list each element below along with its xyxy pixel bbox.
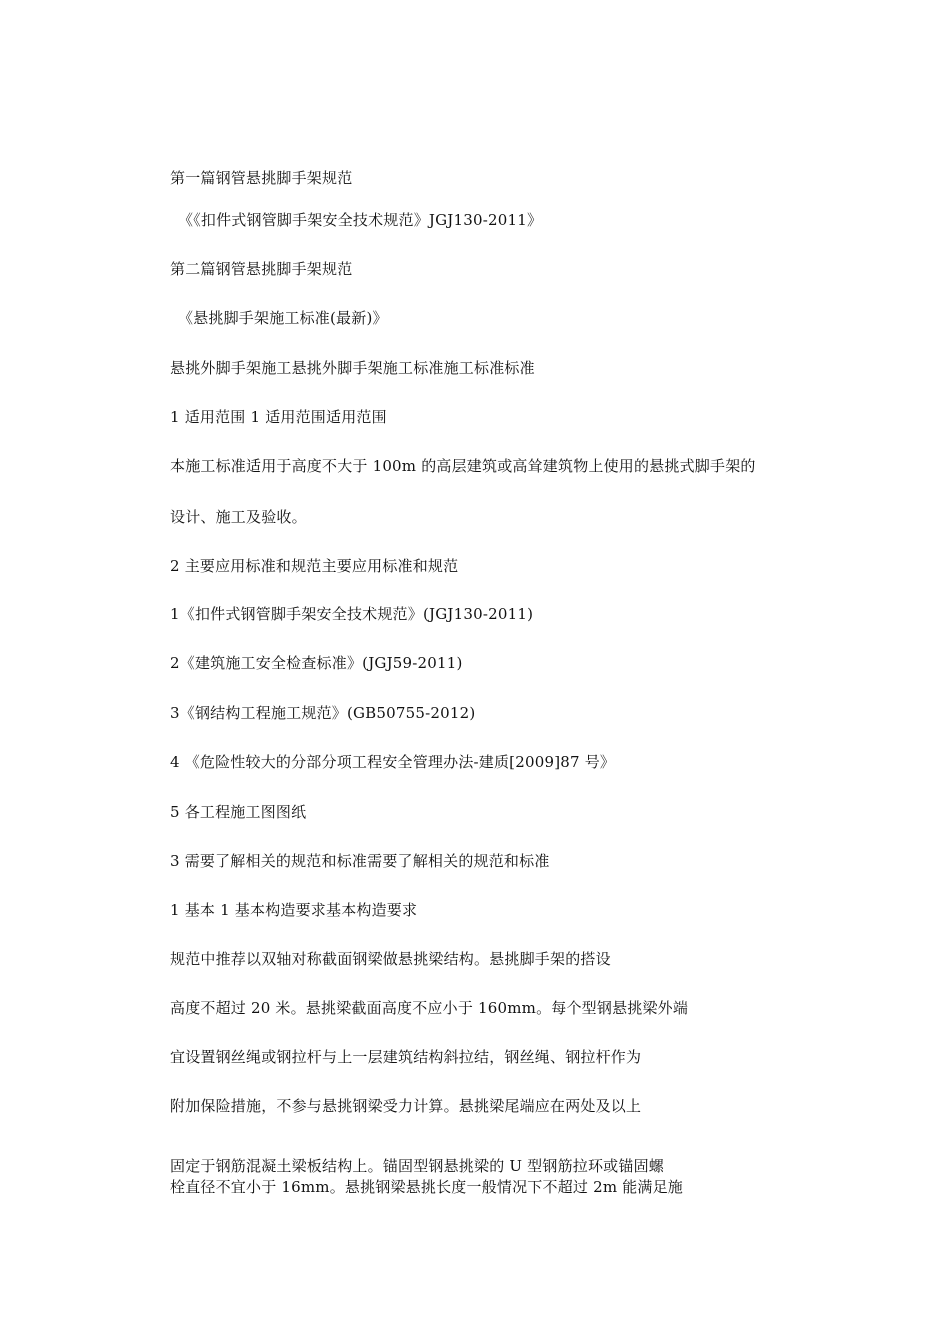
paragraph-line: 栓直径不宜小于 16mm。悬挑钢梁悬挑长度一般情况下不超过 2m 能满足施 — [170, 1178, 684, 1196]
paragraph-line: 固定于钢筋混凝土梁板结构上。锚固型钢悬挑梁的 U 型钢筋拉环或锚固螺 — [170, 1157, 664, 1175]
heading-part-two: 第二篇钢管悬挑脚手架规范 — [170, 260, 353, 278]
subsection-heading: 1 基本 1 基本构造要求基本构造要求 — [170, 901, 418, 919]
list-item: 5 各工程施工图图纸 — [170, 803, 307, 821]
paragraph-line: 附加保险措施，不参与悬挑钢梁受力计算。悬挑梁尾端应在两处及以上 — [170, 1097, 642, 1115]
section-title: 悬挑外脚手架施工悬挑外脚手架施工标准施工标准标准 — [170, 359, 535, 377]
paragraph-line: 规范中推荐以双轴对称截面钢梁做悬挑梁结构。悬挑脚手架的搭设 — [170, 950, 611, 968]
paragraph-line: 高度不超过 20 米。悬挑梁截面高度不应小于 160mm。每个型钢悬挑梁外端 — [170, 999, 689, 1017]
paragraph-line: 设计、施工及验收。 — [170, 508, 307, 526]
list-item: 1《扣件式钢管脚手架安全技术规范》(JGJ130-2011) — [170, 605, 534, 623]
section-1-heading: 1 适用范围 1 适用范围适用范围 — [170, 408, 387, 426]
paragraph-line: 本施工标准适用于高度不大于 100m 的高层建筑或高耸建筑物上使用的悬挑式脚手架的 — [170, 457, 756, 475]
list-item: 4 《危险性较大的分部分项工程安全管理办法-建质[2009]87 号》 — [170, 753, 616, 771]
paragraph-line: 宜设置钢丝绳或钢拉杆与上一层建筑结构斜拉结，钢丝绳、钢拉杆作为 — [170, 1048, 642, 1066]
list-item: 3《钢结构工程施工规范》(GB50755-2012) — [170, 704, 476, 722]
standard-title-jgj130: 《《扣件式钢管脚手架安全技术规范》JGJ130-2011》 — [178, 211, 543, 229]
list-item: 2《建筑施工安全检查标准》(JGJ59-2011) — [170, 654, 463, 672]
section-3-heading: 3 需要了解相关的规范和标准需要了解相关的规范和标准 — [170, 852, 550, 870]
heading-part-one: 第一篇钢管悬挑脚手架规范 — [170, 169, 353, 187]
section-2-heading: 2 主要应用标准和规范主要应用标准和规范 — [170, 557, 459, 575]
standard-title-latest: 《悬挑脚手架施工标准(最新)》 — [178, 309, 388, 327]
